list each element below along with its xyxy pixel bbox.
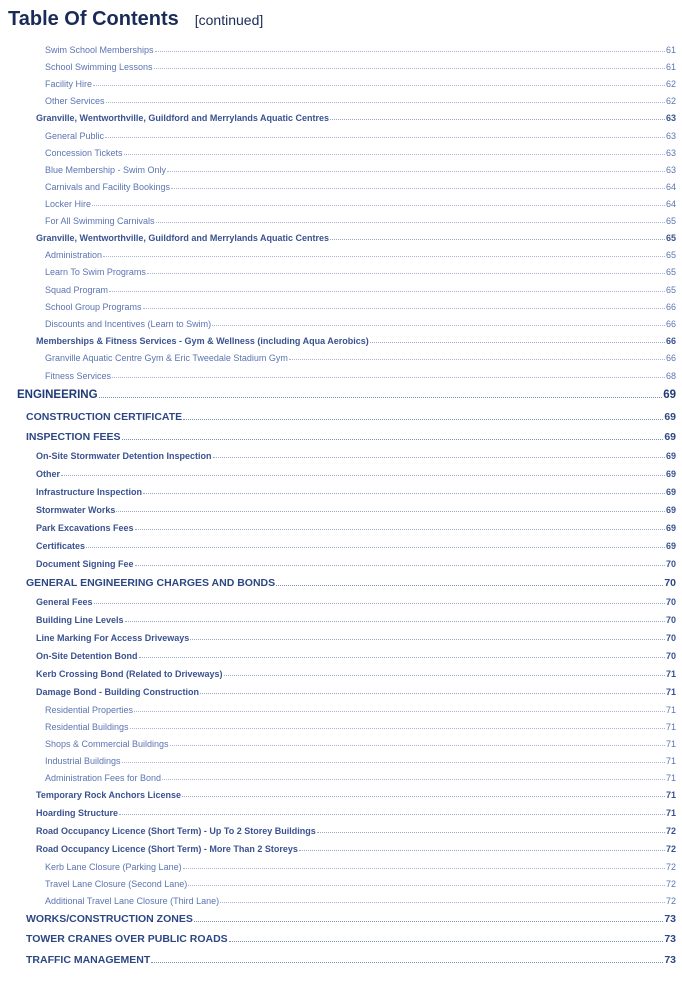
toc-dot-leader (299, 850, 665, 851)
page-title: Table Of Contents (8, 8, 179, 30)
toc-entry[interactable] (36, 336, 676, 346)
toc-dot-leader (105, 137, 665, 138)
toc-entry-label: Industrial Buildings (45, 756, 121, 766)
toc-dot-leader (139, 657, 665, 658)
toc-entry[interactable] (45, 302, 676, 312)
toc-entry-label: Administration Fees for Bond (45, 773, 162, 783)
toc-entry-page-number: 73 (664, 954, 676, 966)
toc-entry-label: INSPECTION FEES (26, 431, 121, 443)
toc-dot-leader (119, 814, 665, 815)
toc-entry-page-number: 65 (665, 250, 676, 260)
toc-entry-label: Other Services (45, 96, 105, 106)
toc-entry-page-number: 70 (665, 615, 676, 625)
toc-dot-leader (229, 941, 664, 942)
toc-dot-leader (122, 762, 665, 763)
toc-entry[interactable] (36, 597, 676, 607)
toc-entry[interactable] (45, 705, 676, 715)
page-header (8, 8, 263, 31)
toc-dot-leader (86, 547, 665, 548)
toc-entry[interactable] (36, 505, 676, 515)
toc-entry[interactable] (45, 62, 676, 72)
toc-entry[interactable] (36, 615, 676, 625)
toc-dot-leader (94, 603, 665, 604)
toc-entry[interactable] (45, 148, 676, 158)
toc-entry-page-number: 70 (665, 597, 676, 607)
page-subtitle: [continued] (194, 12, 264, 28)
toc-entry-page-number: 68 (665, 371, 676, 381)
toc-entry[interactable] (45, 267, 676, 277)
toc-entry-page-number: 65 (665, 285, 676, 295)
toc-entry[interactable] (36, 669, 676, 679)
toc-entry-label: Squad Program (45, 285, 109, 295)
toc-entry-page-number: 69 (665, 451, 676, 461)
toc-entry-label: Temporary Rock Anchors License (36, 790, 182, 800)
toc-dot-leader (154, 68, 665, 69)
toc-entry[interactable] (45, 319, 676, 329)
toc-entry[interactable] (45, 722, 676, 732)
toc-entry-label: Kerb Crossing Bond (Related to Driveways) (36, 669, 223, 679)
toc-entry[interactable] (45, 773, 676, 783)
toc-entry[interactable] (45, 862, 676, 872)
toc-dot-leader (162, 779, 665, 780)
toc-entry-label: School Swimming Lessons (45, 62, 153, 72)
toc-entry-label: Additional Travel Lane Closure (Third Lane) (45, 896, 220, 906)
toc-entry-label: Residential Buildings (45, 722, 129, 732)
toc-entry-page-number: 72 (665, 879, 676, 889)
toc-entry-label: General Public (45, 131, 105, 141)
toc-entry-label: Locker Hire (45, 199, 92, 209)
toc-entry-page-number: 69 (665, 523, 676, 533)
toc-entry[interactable] (17, 389, 676, 401)
toc-dot-leader (124, 154, 665, 155)
toc-entry-page-number: 64 (665, 199, 676, 209)
toc-dot-leader (317, 832, 665, 833)
toc-dot-leader (103, 256, 665, 257)
toc-dot-leader (289, 359, 665, 360)
toc-entry-label: Concession Tickets (45, 148, 123, 158)
toc-dot-leader (143, 493, 665, 494)
toc-entry-label: Shops & Commercial Buildings (45, 739, 169, 749)
toc-entry[interactable] (26, 431, 676, 443)
toc-entry[interactable] (26, 933, 676, 945)
toc-entry-page-number: 65 (665, 216, 676, 226)
toc-dot-leader (171, 188, 665, 189)
toc-entry-page-number: 71 (665, 705, 676, 715)
toc-entry-label: Hoarding Structure (36, 808, 119, 818)
toc-entry[interactable] (26, 913, 676, 925)
toc-entry[interactable] (36, 523, 676, 533)
toc-entry-label: Facility Hire (45, 79, 93, 89)
toc-entry[interactable] (36, 651, 676, 661)
toc-entry-label: Memberships & Fitness Services - Gym & Wellness (including Aqua Aerobics) (36, 336, 369, 346)
toc-entry-page-number: 71 (665, 722, 676, 732)
toc-entry[interactable] (45, 79, 676, 89)
toc-entry-page-number: 65 (665, 267, 676, 277)
toc-entry-page-number: 66 (665, 336, 676, 346)
toc-entry-page-number: 73 (664, 913, 676, 925)
toc-entry-label: School Group Programs (45, 302, 142, 312)
toc-entry[interactable] (45, 756, 676, 766)
toc-entry[interactable] (36, 633, 676, 643)
toc-dot-leader (147, 273, 665, 274)
toc-entry-page-number: 72 (665, 826, 676, 836)
toc-dot-leader (200, 693, 665, 694)
toc-entry-label: Road Occupancy Licence (Short Term) - Up To 2 Storey Buildings (36, 826, 316, 836)
toc-dot-leader (109, 291, 665, 292)
toc-entry[interactable] (45, 45, 676, 55)
toc-entry[interactable] (36, 541, 676, 551)
toc-dot-leader (151, 962, 663, 963)
toc-entry-label: Certificates (36, 541, 86, 551)
toc-entry-label: Granville Aquatic Centre Gym & Eric Tweedale Stadium Gym (45, 353, 288, 363)
toc-entry-page-number: 70 (665, 651, 676, 661)
toc-entry-page-number: 64 (665, 182, 676, 192)
toc-entry[interactable] (45, 131, 676, 141)
toc-entry-page-number: 66 (665, 353, 676, 363)
toc-entry-page-number: 69 (663, 389, 676, 401)
toc-dot-leader (370, 342, 665, 343)
toc-entry-label: For All Swimming Carnivals (45, 216, 155, 226)
toc-dot-leader (182, 796, 665, 797)
toc-entry[interactable] (36, 113, 676, 123)
toc-dot-leader (156, 222, 665, 223)
toc-entry[interactable] (26, 577, 676, 589)
toc-entry-page-number: 62 (665, 96, 676, 106)
toc-entry-page-number: 70 (664, 577, 676, 589)
toc-entry-page-number: 72 (665, 896, 676, 906)
toc-entry-label: On-Site Stormwater Detention Inspection (36, 451, 212, 461)
toc-entry[interactable] (45, 896, 676, 906)
toc-entry[interactable] (45, 371, 676, 381)
toc-dot-leader (224, 675, 665, 676)
toc-entry[interactable] (36, 469, 676, 479)
toc-entry-page-number: 71 (665, 687, 676, 697)
toc-dot-leader (135, 565, 665, 566)
toc-entry-label: General Fees (36, 597, 93, 607)
toc-dot-leader (143, 308, 665, 309)
toc-entry-label: Line Marking For Access Driveways (36, 633, 190, 643)
toc-entry-label: Stormwater Works (36, 505, 116, 515)
toc-entry-label: CONSTRUCTION CERTIFICATE (26, 411, 183, 423)
toc-entry-label: Kerb Lane Closure (Parking Lane) (45, 862, 182, 872)
toc-entry-page-number: 61 (665, 45, 676, 55)
toc-entry[interactable] (36, 487, 676, 497)
toc-entry-page-number: 69 (664, 411, 676, 423)
toc-entry-page-number: 69 (664, 431, 676, 443)
toc-entry-page-number: 72 (665, 862, 676, 872)
toc-entry[interactable] (45, 216, 676, 226)
toc-entry[interactable] (26, 954, 676, 966)
toc-entry-page-number: 63 (665, 113, 676, 123)
toc-dot-leader (276, 585, 663, 586)
toc-dot-leader (190, 639, 665, 640)
toc-dot-leader (130, 728, 665, 729)
toc-entry-label: Blue Membership - Swim Only (45, 165, 167, 175)
toc-entry[interactable] (26, 411, 676, 423)
toc-entry-page-number: 62 (665, 79, 676, 89)
toc-entry-page-number: 66 (665, 302, 676, 312)
toc-entry-label: Travel Lane Closure (Second Lane) (45, 879, 188, 889)
toc-entry[interactable] (45, 165, 676, 175)
toc-entry-label: ENGINEERING (17, 389, 98, 401)
toc-dot-leader (92, 205, 665, 206)
toc-entry-page-number: 63 (665, 131, 676, 141)
toc-entry-page-number: 73 (664, 933, 676, 945)
toc-entry-page-number: 71 (665, 790, 676, 800)
toc-entry[interactable] (45, 96, 676, 106)
toc-entry-label: Fitness Services (45, 371, 112, 381)
toc-dot-leader (188, 885, 665, 886)
toc-entry-label: Swim School Memberships (45, 45, 154, 55)
toc-entry[interactable] (45, 739, 676, 749)
toc-dot-leader (183, 868, 665, 869)
toc-entry[interactable] (45, 879, 676, 889)
toc-entry-label: Other (36, 469, 61, 479)
toc-entry[interactable] (45, 285, 676, 295)
toc-entry-label: Learn To Swim Programs (45, 267, 146, 277)
toc-dot-leader (183, 419, 663, 420)
toc-entry[interactable] (45, 353, 676, 363)
toc-entry-label: WORKS/CONSTRUCTION ZONES (26, 913, 193, 925)
toc-dot-leader (155, 51, 665, 52)
toc-dot-leader (134, 711, 665, 712)
toc-entry-label: GENERAL ENGINEERING CHARGES AND BONDS (26, 577, 276, 589)
toc-entry[interactable] (36, 808, 676, 818)
toc-dot-leader (116, 511, 665, 512)
toc-entry-label: Administration (45, 250, 103, 260)
toc-entry-label: Road Occupancy Licence (Short Term) - More Than 2 Storeys (36, 844, 298, 854)
toc-entry-label: Granville, Wentworthville, Guildford and Merrylands Aquatic Centres (36, 113, 330, 123)
toc-entry-page-number: 71 (665, 739, 676, 749)
toc-dot-leader (194, 921, 663, 922)
toc-dot-leader (125, 621, 665, 622)
toc-entry-page-number: 71 (665, 773, 676, 783)
toc-dot-leader (99, 397, 663, 398)
toc-dot-leader (93, 85, 665, 86)
toc-entry[interactable] (45, 250, 676, 260)
toc-entry[interactable] (36, 687, 676, 697)
toc-entry-page-number: 61 (665, 62, 676, 72)
toc-dot-leader (106, 102, 665, 103)
toc-entry-page-number: 72 (665, 844, 676, 854)
toc-entry[interactable] (36, 844, 676, 854)
toc-entry-label: Granville, Wentworthville, Guildford and Merrylands Aquatic Centres (36, 233, 330, 243)
toc-entry-page-number: 71 (665, 808, 676, 818)
toc-entry-label: Document Signing Fee (36, 559, 134, 569)
toc-entry-page-number: 71 (665, 756, 676, 766)
toc-entry-label: Carnivals and Facility Bookings (45, 182, 171, 192)
toc-entry-label: Discounts and Incentives (Learn to Swim) (45, 319, 212, 329)
toc-entry[interactable] (36, 451, 676, 461)
toc-entry-label: Building Line Levels (36, 615, 124, 625)
toc-dot-leader (213, 457, 665, 458)
toc-dot-leader (170, 745, 665, 746)
toc-entry-page-number: 63 (665, 148, 676, 158)
toc-entry[interactable] (36, 559, 676, 569)
toc-dot-leader (167, 171, 665, 172)
toc-entry-page-number: 69 (665, 487, 676, 497)
toc-entry[interactable] (45, 199, 676, 209)
toc-entry-page-number: 70 (665, 633, 676, 643)
toc-dot-leader (220, 902, 665, 903)
toc-dot-leader (135, 529, 665, 530)
toc-entry-page-number: 66 (665, 319, 676, 329)
toc-entry-page-number: 63 (665, 165, 676, 175)
toc-entry-label: Residential Properties (45, 705, 134, 715)
toc-entry-label: On-Site Detention Bond (36, 651, 138, 661)
toc-entry[interactable] (45, 182, 676, 192)
toc-dot-leader (112, 377, 665, 378)
toc-entry-page-number: 65 (665, 233, 676, 243)
toc-dot-leader (61, 475, 665, 476)
toc-dot-leader (212, 325, 665, 326)
toc-entry[interactable] (36, 826, 676, 836)
toc-entry-label: Infrastructure Inspection (36, 487, 143, 497)
toc-dot-leader (122, 439, 664, 440)
toc-dot-leader (330, 239, 665, 240)
toc-entry-page-number: 71 (665, 669, 676, 679)
toc-entry-label: TRAFFIC MANAGEMENT (26, 954, 151, 966)
toc-entry-label: TOWER CRANES OVER PUBLIC ROADS (26, 933, 228, 945)
toc-entry-label: Park Excavations Fees (36, 523, 134, 533)
toc-dot-leader (330, 119, 665, 120)
toc-entry[interactable] (36, 790, 676, 800)
toc-entry-page-number: 69 (665, 541, 676, 551)
toc-entry-page-number: 69 (665, 505, 676, 515)
toc-entry-page-number: 69 (665, 469, 676, 479)
toc-entry-page-number: 70 (665, 559, 676, 569)
toc-entry[interactable] (36, 233, 676, 243)
toc-entry-label: Damage Bond - Building Construction (36, 687, 199, 697)
